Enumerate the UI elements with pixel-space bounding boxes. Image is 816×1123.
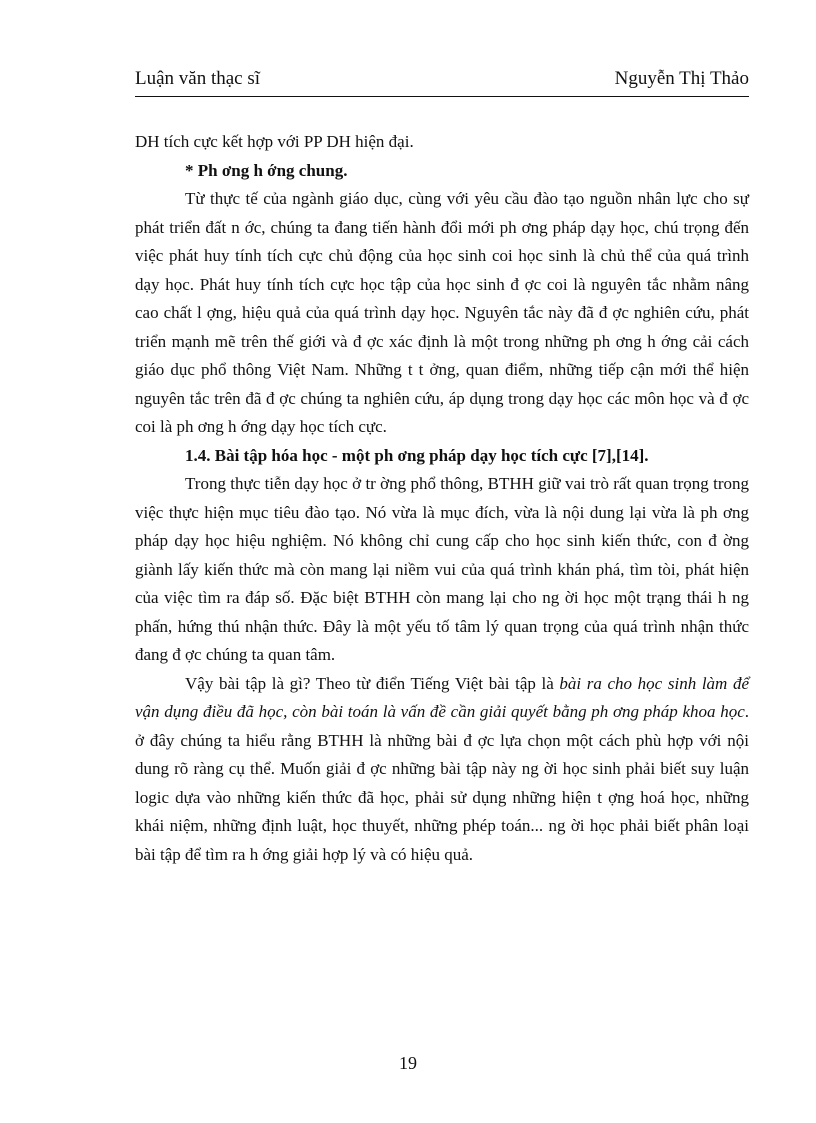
definition-italic-text: bài ra cho học sinh làm để vận dụng điều đã học, còn bài toán là vấn đề cần giải quyết bằng ph ơng pháp khoa học xyxy=(135,673,749,721)
paragraph-chemistry-exercises-role: Trong thực tiễn dạy học ở tr ờng phổ thông, BTHH giữ vai trò rất quan trọng trong việc thực hiện mục tiêu đào tạo. Nó vừa là mục đích, vừa là nội dung lại vừa là ph ơng pháp dạy học hiệu nghiệm. Nó không chỉ cung cấp cho học sinh kiến thức, con đ ờng giành lấy kiến thức mà còn mang lại niềm vui của quá trình khán phá, tìm tòi, phát hiện của việc tìm ra đáp số. Đặc biệt BTHH còn mang lại cho ng ời học một trạng thái h ng phấn, hứng thú nhận thức. Đây là một yếu tố tâm lý quan trọng của quá trình nhận thức đang đ ợc chúng ta quan tâm. xyxy=(135,474,749,664)
section-heading-1-4: 1.4. Bài tập hóa học - một ph ơng pháp dạy học tích cực [7],[14]. xyxy=(185,445,649,465)
header-divider xyxy=(135,96,749,97)
page-number: 19 xyxy=(399,1053,417,1073)
section-heading-general-direction: * Ph ơng h ớng chung. xyxy=(185,160,348,180)
definition-continuation-text: . ở đây chúng ta hiểu rằng BTHH là những bài đ ợc lựa chọn một cách phù hợp với nội dung rõ ràng cụ thể. Muốn giải đ ợc những bài tập này ng ời học sinh phải biết suy luận logic dựa vào những kiến thức đã học, phải sử dụng những hiện t ợng hoá học, những khái niệm, những định luật, học thuyết, những phép toán... ng ời học phải biết phân loại bài tập để tìm ra h ớng giải hợp lý và có hiệu quả. xyxy=(135,702,749,864)
header-author: Nguyễn Thị Thảo xyxy=(614,68,749,89)
paragraph-continuation: DH tích cực kết hợp với PP DH hiện đại. xyxy=(135,132,414,151)
paragraph-exercise-definition xyxy=(135,670,749,870)
paragraph-active-teaching: Từ thực tế của ngành giáo dục, cùng với yêu cầu đào tạo nguồn nhân lực cho sự phát triển đất n ớc, chúng ta đang tiến hành đổi mới ph ơng pháp dạy học, chú trọng đến việc phát huy tính tích cực chủ động của học sinh coi học sinh là chủ thể của quá trình dạy học. Phát huy tính tích cực học tập của học sinh đ ợc coi là nguyên tắc nhằm nâng cao chất l ợng, hiệu quả của quá trình dạy học. Nguyên tắc này đã đ ợc nghiên cứu, phát triển mạnh mẽ trên thế giới và đ ợc xác định là một trong những ph ơng h ớng cải cách giáo dục phổ thông Việt Nam. Những t t ởng, quan điểm, những tiếp cận mới thể hiện nguyên tắc trên đã đ ợc chúng ta nghiên cứu, áp dụng trong dạy học các môn học và đ ợc coi là ph ơng h ớng dạy học tích cực. xyxy=(135,189,749,436)
page-body xyxy=(135,128,749,869)
page-header xyxy=(135,68,749,104)
header-thesis-type: Luận văn thạc sĩ xyxy=(135,68,261,89)
definition-intro-text: Vậy bài tập là gì? Theo từ điển Tiếng Việt bài tập là xyxy=(185,673,560,693)
